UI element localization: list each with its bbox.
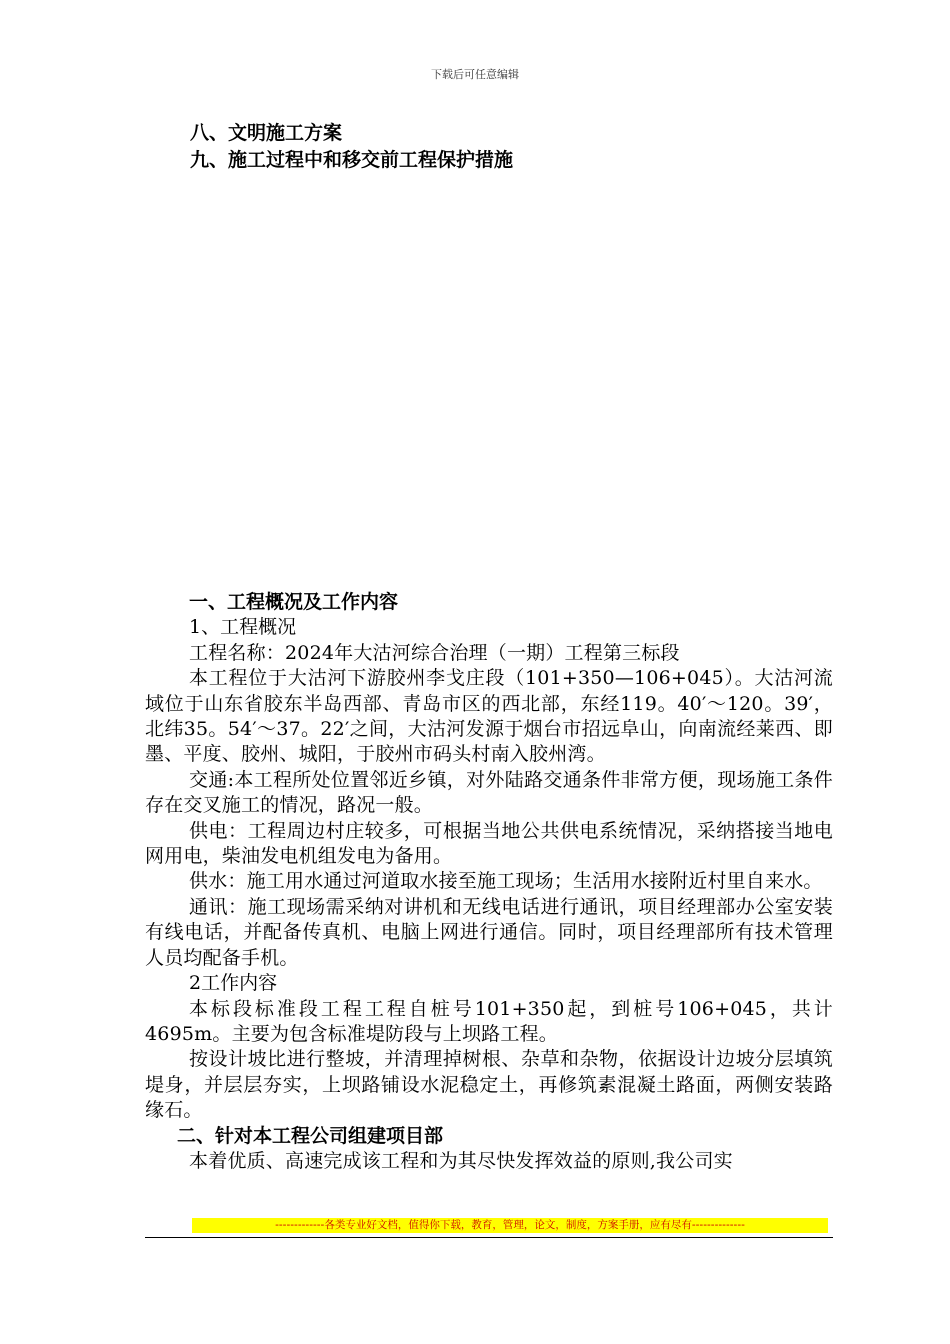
header-note: 下载后可任意编辑 [431, 68, 519, 81]
paragraph-scope: 本标段标准段工程工程自桩号101+350起，到桩号106+045，共计4695m。主要为包含标准堤防段与上坝路工程。 [145, 997, 833, 1045]
section-1-sub1: 1、工程概况 [189, 616, 297, 639]
paragraph-method: 按设计坡比进行整坡，并清理掉树根、杂草和杂物，依据设计边坡分层填筑堤身，并层层夯实，上坝路铺设水泥稳定土，再修筑素混凝土路面，两侧安装路缘石。 [145, 1048, 833, 1122]
toc-item-9: 九、施工过程中和移交前工程保护措施 [190, 149, 514, 171]
document-body [145, 590, 833, 1174]
toc-item-8: 八、文明施工方案 [190, 122, 343, 144]
paragraph-water: 供水：施工用水通过河道取水接至施工现场；生活用水接附近村里自来水。 [189, 870, 823, 893]
paragraph-project-name: 工程名称：2024年大沽河综合治理（一期）工程第三标段 [189, 641, 680, 664]
paragraph-communication: 通讯：施工现场需采纳对讲机和无线电话进行通讯，项目经理部办公室安装有线电话，并配备传真机、电脑上网进行通信。同时，项目经理部所有技术管理人员均配备手机。 [145, 895, 833, 969]
footer-banner: -------------各类专业好文档，值得你下载，教育，管理，论文，制度，方案手册，应有尽有-------------- [192, 1218, 828, 1233]
section-2-title: 二、针对本工程公司组建项目部 [177, 1124, 444, 1147]
paragraph-principle: 本着优质、高速完成该工程和为其尽快发挥效益的原则,我公司实 [189, 1149, 733, 1172]
table-of-contents [190, 120, 513, 174]
paragraph-traffic: 交通:本工程所处位置邻近乡镇，对外陆路交通条件非常方便，现场施工条件存在交叉施工的情况，路况一般。 [145, 768, 833, 817]
section-1-title: 一、工程概况及工作内容 [189, 591, 399, 613]
footer-divider [145, 1237, 833, 1238]
section-1-sub2: 2工作内容 [189, 972, 278, 995]
paragraph-power: 供电：工程周边村庄较多，可根据当地公共供电系统情况，采纳搭接当地电网用电，柴油发电机组发电为备用。 [145, 819, 833, 868]
paragraph-location: 本工程位于大沽河下游胶州李戈庄段（101+350—106+045）。大沽河流域位于山东省胶东半岛西部、青岛市区的西北部，东经119。40′～120。39′，北纬35。54′～37。22′之间，大沽河发源于烟台市招远阜山，向南流经莱西、即墨、平度、胶州、城阳，于胶州市码头村南入胶州湾。 [145, 667, 833, 766]
